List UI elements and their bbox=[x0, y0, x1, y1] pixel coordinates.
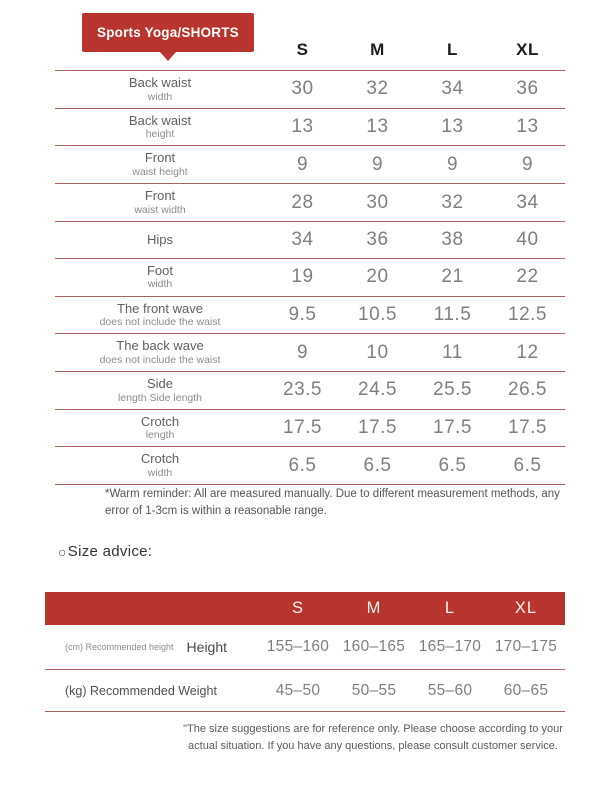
cell-value-s: 9.5 bbox=[288, 303, 317, 325]
row-label-main: Foot bbox=[146, 262, 173, 278]
size-header-l: L bbox=[447, 40, 458, 59]
size-header-s: S bbox=[296, 40, 309, 59]
size-advice-table bbox=[45, 592, 565, 712]
cell-value-m: 36 bbox=[366, 228, 389, 250]
row-label-main: The front wave bbox=[117, 300, 203, 316]
row-label-main: Front bbox=[144, 188, 176, 204]
table-row bbox=[55, 371, 565, 409]
row-label-main: Back waist bbox=[128, 75, 192, 90]
row-label bbox=[55, 109, 265, 146]
cell-value-l: 17.5 bbox=[433, 417, 472, 439]
cell-value-l: 32 bbox=[441, 191, 464, 213]
table-row bbox=[55, 258, 565, 296]
row-label-sub: width bbox=[147, 278, 173, 291]
reference-footnote: "The size suggestions are for reference only. Please choose according to your actual situation. If you have any questions, please consult customer service. bbox=[183, 723, 563, 752]
row-label-sub: length Side length bbox=[117, 391, 203, 404]
row-label bbox=[55, 334, 265, 371]
advice-header-s: S bbox=[291, 599, 304, 617]
advice-header-bar bbox=[45, 592, 565, 625]
row-label-sub: length bbox=[145, 429, 175, 442]
row-label bbox=[55, 297, 265, 334]
table-row bbox=[55, 145, 565, 183]
table-row bbox=[55, 183, 565, 221]
row-label bbox=[55, 71, 265, 108]
height-value-xl: 170–175 bbox=[494, 638, 558, 655]
size-advice-heading bbox=[58, 543, 152, 560]
cell-value-m: 9 bbox=[371, 153, 384, 175]
table-row bbox=[55, 70, 565, 108]
cell-value-xl: 12 bbox=[516, 341, 539, 363]
table-row bbox=[55, 409, 565, 447]
cell-value-s: 13 bbox=[291, 116, 314, 138]
product-tag-label: Sports Yoga/SHORTS bbox=[97, 25, 239, 40]
advice-header-m: M bbox=[366, 599, 382, 617]
row-label bbox=[55, 447, 265, 484]
row-label-sub: width bbox=[147, 467, 173, 480]
cell-value-m: 17.5 bbox=[358, 417, 397, 439]
size-header-xl: XL bbox=[516, 40, 539, 59]
cell-value-m: 20 bbox=[366, 266, 389, 288]
height-value-m: 160–165 bbox=[342, 638, 406, 655]
row-label bbox=[55, 228, 265, 252]
table-row bbox=[55, 296, 565, 334]
height-label: Height bbox=[186, 639, 228, 655]
cell-value-xl: 40 bbox=[516, 228, 539, 250]
advice-header-xl: XL bbox=[514, 599, 538, 617]
cell-value-l: 11 bbox=[442, 341, 463, 363]
cell-value-l: 13 bbox=[441, 116, 464, 138]
recommended-height-row bbox=[45, 625, 565, 670]
row-label-sub: waist width bbox=[134, 203, 186, 216]
cell-value-m: 10.5 bbox=[358, 303, 397, 325]
size-advice-title: Size advice: bbox=[67, 543, 153, 560]
row-label-sub: does not include the waist bbox=[99, 353, 221, 366]
cell-value-xl: 12.5 bbox=[508, 303, 547, 325]
height-unit-note: (cm) Recommended height bbox=[65, 642, 174, 652]
row-label-main: Crotch bbox=[140, 451, 180, 467]
row-label bbox=[55, 184, 265, 221]
table-row bbox=[55, 446, 565, 485]
size-header-row bbox=[55, 30, 565, 70]
height-row-label bbox=[45, 639, 260, 655]
row-label-main: The back wave bbox=[116, 338, 204, 354]
row-label-main: Hips bbox=[146, 232, 173, 248]
warm-reminder-note: *Warm reminder: All are measured manually. Due to different measurement methods, any error of 1-3cm is within a reasonable range. bbox=[105, 488, 560, 517]
weight-label: (kg) Recommended Weight bbox=[65, 683, 217, 698]
cell-value-l: 11.5 bbox=[433, 303, 472, 325]
weight-value-xl: 60–65 bbox=[503, 681, 549, 699]
cell-value-m: 6.5 bbox=[363, 454, 392, 476]
cell-value-l: 38 bbox=[441, 228, 464, 250]
circle-marker-icon: ○ bbox=[58, 543, 67, 560]
size-header-m: M bbox=[370, 40, 385, 59]
weight-value-s: 45–50 bbox=[275, 681, 321, 699]
row-label-main: Front bbox=[144, 150, 176, 166]
measurement-table-body bbox=[55, 70, 565, 485]
cell-value-l: 21 bbox=[441, 266, 464, 288]
cell-value-s: 28 bbox=[291, 191, 314, 213]
cell-value-xl: 26.5 bbox=[508, 379, 547, 401]
cell-value-m: 32 bbox=[366, 78, 389, 100]
cell-value-s: 9 bbox=[296, 153, 309, 175]
table-row bbox=[55, 221, 565, 258]
row-label-sub: waist height bbox=[132, 166, 188, 179]
height-value-s: 155–160 bbox=[266, 638, 330, 655]
cell-value-l: 6.5 bbox=[438, 454, 467, 476]
table-row bbox=[55, 333, 565, 371]
cell-value-m: 10 bbox=[366, 341, 389, 363]
cell-value-s: 23.5 bbox=[283, 379, 322, 401]
row-label-sub: does not include the waist bbox=[99, 316, 221, 329]
table-row bbox=[55, 108, 565, 146]
row-label-sub: width bbox=[147, 90, 173, 103]
height-value-l: 165–170 bbox=[418, 638, 482, 655]
cell-value-xl: 9 bbox=[521, 153, 534, 175]
cell-value-s: 34 bbox=[291, 228, 314, 250]
cell-value-xl: 13 bbox=[516, 116, 539, 138]
cell-value-l: 34 bbox=[441, 78, 464, 100]
row-label-main: Crotch bbox=[140, 413, 180, 429]
cell-value-s: 6.5 bbox=[288, 454, 317, 476]
cell-value-s: 30 bbox=[291, 78, 314, 100]
cell-value-s: 19 bbox=[291, 266, 314, 288]
cell-value-xl: 6.5 bbox=[513, 454, 542, 476]
weight-value-m: 50–55 bbox=[351, 681, 397, 699]
cell-value-m: 24.5 bbox=[358, 379, 397, 401]
weight-value-l: 55–60 bbox=[427, 681, 473, 699]
cell-value-l: 25.5 bbox=[433, 379, 472, 401]
recommended-weight-row bbox=[45, 670, 565, 712]
advice-header-l: L bbox=[444, 599, 456, 617]
row-label-main: Back waist bbox=[128, 112, 192, 128]
cell-value-s: 17.5 bbox=[283, 417, 322, 439]
cell-value-m: 13 bbox=[366, 116, 389, 138]
cell-value-s: 9 bbox=[296, 341, 309, 363]
cell-value-xl: 17.5 bbox=[508, 417, 547, 439]
row-label bbox=[55, 146, 265, 183]
cell-value-xl: 22 bbox=[516, 266, 539, 288]
row-label bbox=[55, 410, 265, 447]
cell-value-xl: 34 bbox=[516, 191, 539, 213]
measurement-table bbox=[55, 30, 565, 485]
cell-value-xl: 36 bbox=[516, 78, 539, 100]
cell-value-m: 30 bbox=[366, 191, 389, 213]
cell-value-l: 9 bbox=[446, 153, 459, 175]
row-label-main: Side bbox=[146, 376, 174, 392]
row-label bbox=[55, 259, 265, 296]
row-label-sub: height bbox=[145, 128, 175, 141]
row-label bbox=[55, 372, 265, 409]
